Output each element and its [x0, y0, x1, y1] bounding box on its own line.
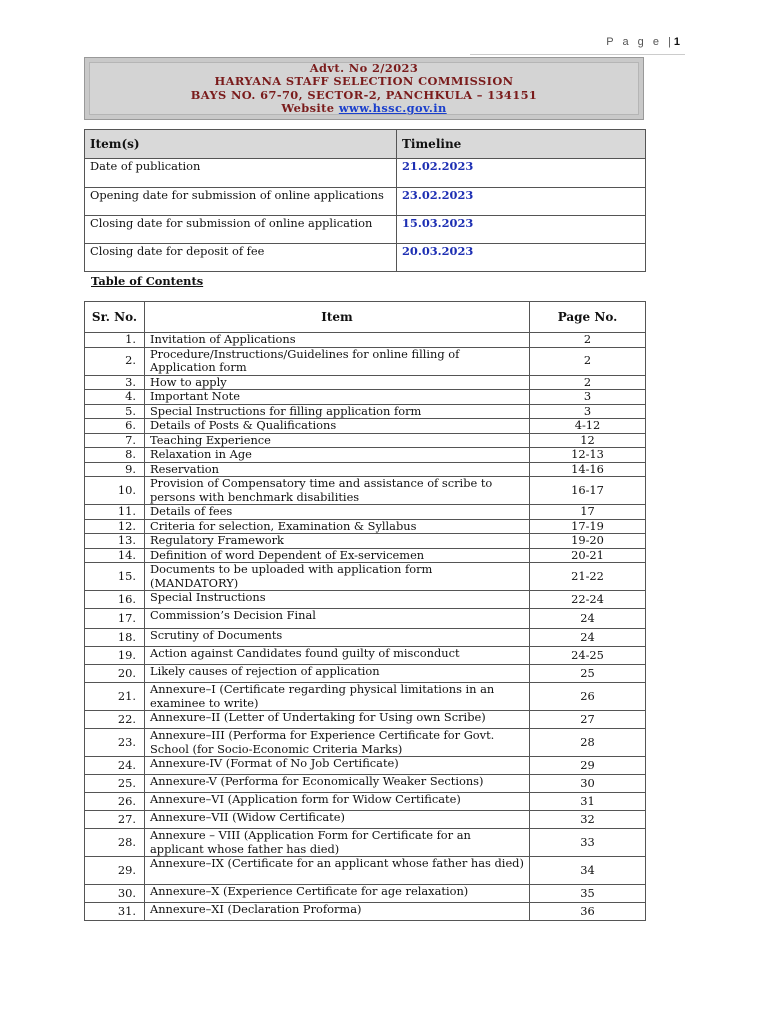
toc-row [85, 811, 646, 829]
toc-item: Annexure – VIII (Application Form for Certificate for an applicant whose father has died) [145, 829, 530, 857]
timeline-date: 23.02.2023 [397, 188, 646, 216]
toc-row [85, 683, 646, 711]
toc-row [85, 757, 646, 775]
toc-page: 17-19 [530, 519, 646, 534]
toc-item: Definition of word Dependent of Ex-servicemen [145, 548, 530, 563]
toc-page: 24 [530, 629, 646, 647]
toc-sr: 3. [85, 375, 145, 390]
page-separator: | [668, 36, 674, 48]
toc-sr: 8. [85, 448, 145, 463]
toc-sr: 15. [85, 563, 145, 591]
timeline-date: 20.03.2023 [397, 244, 646, 272]
toc-sr: 9. [85, 462, 145, 477]
toc-sr: 7. [85, 433, 145, 448]
toc-page: 22-24 [530, 591, 646, 609]
toc-row [85, 793, 646, 811]
page-number-value: 1 [673, 36, 680, 48]
toc-sr: 21. [85, 683, 145, 711]
toc-row [85, 333, 646, 348]
toc-page: 26 [530, 683, 646, 711]
toc-sr: 5. [85, 404, 145, 419]
toc-item: Criteria for selection, Examination & Syllabus [145, 519, 530, 534]
page-label: P a g e [606, 36, 662, 48]
toc-row [85, 433, 646, 448]
toc-item: Annexure–VII (Widow Certificate) [145, 811, 530, 829]
timeline-item: Closing date for deposit of fee [85, 244, 397, 272]
toc-page: 20-21 [530, 548, 646, 563]
timeline-item: Closing date for submission of online application [85, 216, 397, 244]
toc-item: Action against Candidates found guilty of misconduct [145, 647, 530, 665]
toc-item: Details of fees [145, 505, 530, 520]
toc-row [85, 829, 646, 857]
toc-row [85, 591, 646, 609]
toc-item: How to apply [145, 375, 530, 390]
toc-page: 24-25 [530, 647, 646, 665]
toc-row [85, 903, 646, 921]
toc-page: 29 [530, 757, 646, 775]
toc-sr: 12. [85, 519, 145, 534]
toc-page: 4-12 [530, 419, 646, 434]
toc-header-page: Page No. [530, 302, 646, 333]
page-number [606, 36, 680, 48]
website-link[interactable]: www.hssc.gov.in [338, 101, 447, 115]
toc-sr: 31. [85, 903, 145, 921]
toc-item: Annexure–I (Certificate regarding physical limitations in an examinee to write) [145, 683, 530, 711]
toc-row [85, 563, 646, 591]
timeline-date: 21.02.2023 [397, 159, 646, 188]
toc-sr: 30. [85, 885, 145, 903]
toc-page: 16-17 [530, 477, 646, 505]
table-of-contents [84, 301, 646, 921]
toc-row [85, 404, 646, 419]
advt-number: Advt. No 2/2023 [309, 60, 419, 75]
toc-item: Commission’s Decision Final [145, 609, 530, 629]
timeline-row [85, 188, 646, 216]
toc-sr: 2. [85, 347, 145, 375]
toc-item: Annexure-IV (Format of No Job Certificate) [145, 757, 530, 775]
toc-page: 12-13 [530, 448, 646, 463]
toc-page: 35 [530, 885, 646, 903]
toc-item: Scrutiny of Documents [145, 629, 530, 647]
toc-sr: 25. [85, 775, 145, 793]
toc-page: 28 [530, 729, 646, 757]
toc-row [85, 505, 646, 520]
toc-page: 3 [530, 404, 646, 419]
timeline-row [85, 216, 646, 244]
toc-item: Annexure–III (Performa for Experience Certificate for Govt. School (for Socio-Economic Criteria Marks) [145, 729, 530, 757]
toc-row [85, 390, 646, 405]
toc-sr: 14. [85, 548, 145, 563]
toc-item: Special Instructions for filling application form [145, 404, 530, 419]
toc-page: 14-16 [530, 462, 646, 477]
toc-row [85, 519, 646, 534]
toc-item: Likely causes of rejection of application [145, 665, 530, 683]
toc-sr: 19. [85, 647, 145, 665]
timeline-date: 15.03.2023 [397, 216, 646, 244]
website-label: Website [281, 101, 335, 115]
toc-page: 31 [530, 793, 646, 811]
toc-row [85, 462, 646, 477]
toc-page: 24 [530, 609, 646, 629]
toc-page: 19-20 [530, 534, 646, 549]
toc-header-item: Item [145, 302, 530, 333]
toc-row [85, 477, 646, 505]
toc-row [85, 857, 646, 885]
toc-sr: 27. [85, 811, 145, 829]
organization-address: BAYS NO. 67-70, SECTOR-2, PANCHKULA – 134151 [190, 87, 538, 102]
toc-sr: 23. [85, 729, 145, 757]
timeline-table [84, 129, 646, 272]
toc-item: Annexure–VI (Application form for Widow Certificate) [145, 793, 530, 811]
toc-item: Teaching Experience [145, 433, 530, 448]
toc-row [85, 885, 646, 903]
timeline-header-items: Item(s) [85, 130, 397, 159]
organization-name: HARYANA STAFF SELECTION COMMISSION [214, 74, 514, 88]
timeline-item: Date of publication [85, 159, 397, 188]
toc-item: Regulatory Framework [145, 534, 530, 549]
toc-sr: 13. [85, 534, 145, 549]
toc-title: Table of Contents [91, 274, 204, 288]
toc-row [85, 375, 646, 390]
advertisement-header-inner [89, 62, 639, 115]
toc-page: 33 [530, 829, 646, 857]
toc-page: 27 [530, 711, 646, 729]
toc-item: Procedure/Instructions/Guidelines for online filling of Application form [145, 347, 530, 375]
toc-item: Details of Posts & Qualifications [145, 419, 530, 434]
toc-sr: 26. [85, 793, 145, 811]
toc-item: Annexure–IX (Certificate for an applicant whose father has died) [145, 857, 530, 885]
toc-page: 3 [530, 390, 646, 405]
toc-sr: 20. [85, 665, 145, 683]
toc-item: Documents to be uploaded with application form (MANDATORY) [145, 563, 530, 591]
toc-item: Invitation of Applications [145, 333, 530, 348]
toc-sr: 6. [85, 419, 145, 434]
toc-sr: 16. [85, 591, 145, 609]
toc-page: 36 [530, 903, 646, 921]
toc-item: Provision of Compensatory time and assistance of scribe to persons with benchmark disabilities [145, 477, 530, 505]
toc-sr: 10. [85, 477, 145, 505]
toc-sr: 17. [85, 609, 145, 629]
toc-page: 21-22 [530, 563, 646, 591]
toc-page: 2 [530, 375, 646, 390]
toc-row [85, 534, 646, 549]
toc-sr: 1. [85, 333, 145, 348]
toc-item: Annexure–X (Experience Certificate for age relaxation) [145, 885, 530, 903]
timeline-row [85, 244, 646, 272]
toc-page: 2 [530, 333, 646, 348]
timeline-header-row [85, 130, 646, 159]
toc-header-sr: Sr. No. [85, 302, 145, 333]
toc-row [85, 775, 646, 793]
toc-row [85, 448, 646, 463]
toc-sr: 29. [85, 857, 145, 885]
timeline-item: Opening date for submission of online applications [85, 188, 397, 216]
timeline-row [85, 159, 646, 188]
toc-body [85, 333, 646, 921]
toc-page: 25 [530, 665, 646, 683]
toc-row [85, 711, 646, 729]
toc-row [85, 548, 646, 563]
toc-item: Annexure-V (Performa for Economically Weaker Sections) [145, 775, 530, 793]
toc-sr: 28. [85, 829, 145, 857]
toc-sr: 22. [85, 711, 145, 729]
toc-row [85, 419, 646, 434]
toc-row [85, 647, 646, 665]
page-header-rule [470, 54, 685, 55]
toc-row [85, 629, 646, 647]
toc-page: 17 [530, 505, 646, 520]
toc-row [85, 665, 646, 683]
toc-row [85, 729, 646, 757]
toc-page: 2 [530, 347, 646, 375]
toc-item: Relaxation in Age [145, 448, 530, 463]
toc-item: Important Note [145, 390, 530, 405]
toc-page: 30 [530, 775, 646, 793]
toc-item: Annexure–XI (Declaration Proforma) [145, 903, 530, 921]
website-line [281, 102, 446, 116]
toc-page: 34 [530, 857, 646, 885]
advertisement-header [84, 57, 644, 120]
toc-item: Annexure–II (Letter of Undertaking for Using own Scribe) [145, 711, 530, 729]
toc-sr: 4. [85, 390, 145, 405]
toc-row [85, 347, 646, 375]
toc-row [85, 609, 646, 629]
toc-page: 32 [530, 811, 646, 829]
toc-item: Special Instructions [145, 591, 530, 609]
timeline-header-timeline: Timeline [397, 130, 646, 159]
toc-page: 12 [530, 433, 646, 448]
toc-sr: 18. [85, 629, 145, 647]
toc-sr: 24. [85, 757, 145, 775]
toc-sr: 11. [85, 505, 145, 520]
toc-item: Reservation [145, 462, 530, 477]
toc-header-row [85, 302, 646, 333]
